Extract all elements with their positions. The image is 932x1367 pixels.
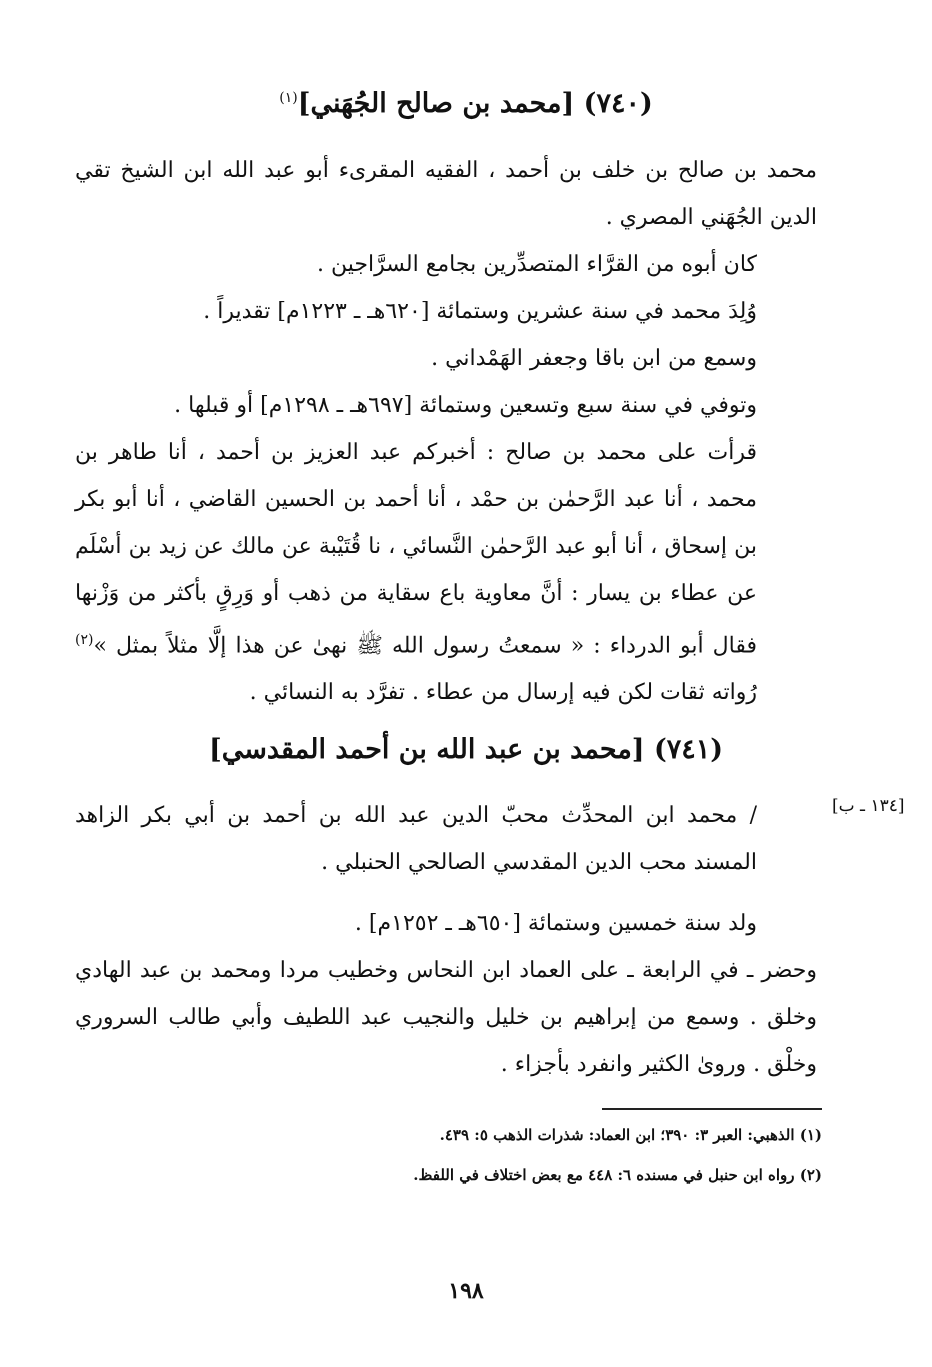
entry-740-body [75,147,817,716]
footnote-1: (١) الذهبي: العبر ٣: ٣٩٠؛ ابن العماد: شذرات الذهب ٥: ٤٣٩. [439,1126,822,1144]
entry-741-para-2: ولد سنة خمسين وستمائة [٦٥٠هـ ـ ١٢٥٢م] . [354,911,757,936]
manuscript-folio-marker: [١٣٤ ـ ب] [832,796,905,816]
entry-740-para-2: كان أبوه من القرَّاء المتصدِّرين بجامع السرَّاجين . [317,252,757,277]
footnote-ref-1: (١) [279,90,298,106]
entry-740-para-6: قرأت على محمد بن صالح : أخبركم عبد العزيز بن أحمد ، أنا طاهر بن محمد ، أنا عبد الرَّحمٰن بن حمْد ، أنا أحمد بن الحسين القاضي ، أنا أبو بكر بن إسحاق ، أنا أبو عبد الرَّحمٰن النَّسائي ، نا قُتَيْبة عن مالك عن زيد بن أسْلَم عن عطاء بن يسار : أنَّ معاوية باع سقاية من ذهب أو وَرِقٍ بأكثر من وَزْنها فقال أبو الدرداء : « سمعتُ رسول الله ﷺ نهىٰ عن هذا إلَّا مثلاً بمثل »$^{(٢)}$ رُواته ثقات لكن فيه إرسال من عطاء . تفرَّد به النسائي . [75,440,757,706]
entry-741-para-1: / محمد ابن المحدِّث محبّ الدين عبد الله بن أحمد بن أبي بكر الزاهد المسند محب الدين المقدسي الصالحي الحنبلي . [75,803,757,875]
footnote-2: (٢) رواه ابن حنبل في مسنده ٦: ٤٤٨ مع بعض اختلاف في اللفظ. [413,1166,822,1184]
entry-741-para-3: وحضر ـ في الرابعة ـ على العماد ابن النحاس وخطيب مردا ومحمد بن عبد الهادي وخلق . وسمع من إبراهيم بن خليل والنجيب عبد اللطيف وأبي طالب السروري وخلْق . وروىٰ الكثير وانفرد بأجزاء . [75,958,817,1077]
entry-740-para-5: وتوفي في سنة سبع وتسعين وستمائة [٦٩٧هـ ـ ١٢٩٨م] أو قبلها . [174,393,757,418]
entry-740-para-4: وسمع من ابن باقا وجعفر الهَمْداني . [431,346,757,371]
footnote-ref-2: (٢) [75,632,94,648]
footnote-separator [602,1108,822,1110]
entry-741-title: (٧٤١) [محمد بن عبد الله بن أحمد المقدسي] [208,734,724,765]
page-number: ١٩٨ [448,1278,484,1304]
entry-740-title: (٧٤٠) [محمد بن صالح الجُهَني]$^{(١)}$ [279,88,653,119]
entry-741-body [75,792,817,1088]
entry-740-para-3: وُلِدَ محمد في سنة عشرين وستمائة [٦٢٠هـ ـ ١٢٢٣م] تقديراً . [203,299,757,324]
entry-740-para-1: محمد بن صالح بن خلف بن أحمد ، الفقيه المقرىء أبو عبد الله ابن الشيخ تقي الدين الجُهَني المصري . [75,158,817,230]
